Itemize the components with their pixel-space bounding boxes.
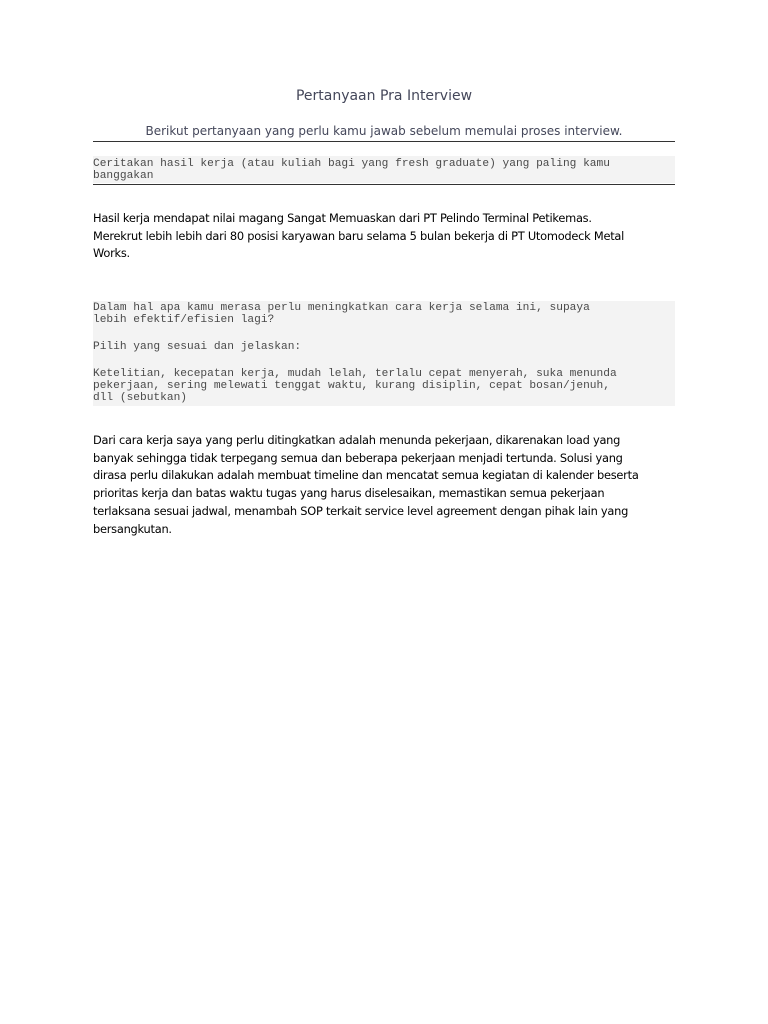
answer-2	[93, 432, 683, 538]
question-2-line-2: lebih efektif/efisien lagi?	[93, 314, 275, 326]
question-box-1	[93, 156, 675, 183]
divider-bottom	[93, 184, 675, 185]
answer-2-line-2: banyak sehingga tidak terpegang semua dan beberapa pekerjaan menjadi tertunda. Solusi yang	[93, 450, 623, 465]
page-title: Pertanyaan Pra Interview	[295, 88, 473, 104]
question-1-line-2: banggakan	[93, 170, 154, 182]
answer-2-line-5: terlaksana sesuai jadwal, menambah SOP terkait service level agreement dengan pihak lain yang	[93, 503, 629, 518]
answer-1-line-2: Merekrut lebih lebih dari 80 posisi karyawan baru selama 5 bulan bekerja di PT Utomodeck Metal	[93, 228, 625, 243]
answer-1-line-1: Hasil kerja mendapat nilai magang Sangat Memuaskan dari PT Pelindo Terminal Petikemas.	[93, 211, 592, 225]
answer-2-line-6: bersangkutan.	[93, 521, 172, 536]
question-2-line-4: Ketelitian, kecepatan kerja, mudah lelah, terlalu cepat menyerah, suka menunda	[93, 368, 617, 380]
answer-2-line-4: prioritas kerja dan batas waktu tugas yang harus diselesaikan, memastikan semua pekerjaan	[93, 486, 605, 501]
question-2-line-1: Dalam hal apa kamu merasa perlu meningkatkan cara kerja selama ini, supaya	[93, 302, 590, 314]
question-2-spacer	[93, 326, 675, 341]
question-2-line-5: pekerjaan, sering melewati tenggat waktu, kurang disiplin, cepat bosan/jenuh,	[93, 380, 610, 392]
question-2-spacer-2	[93, 353, 675, 368]
question-box-2	[93, 301, 675, 406]
answer-1-line-3: Works.	[93, 246, 130, 261]
question-1-line-1: Ceritakan hasil kerja (atau kuliah bagi yang fresh graduate) yang paling kamu	[93, 158, 610, 170]
answer-2-line-1: Dari cara kerja saya yang perlu ditingkatkan adalah menunda pekerjaan, dikarenakan load yang	[93, 433, 621, 447]
question-2-line-6: dll (sebutkan)	[93, 392, 187, 404]
answer-2-line-3: dirasa perlu dilakukan adalah membuat timeline dan mencatat semua kegiatan di kalender beserta	[93, 468, 639, 483]
divider-top	[93, 141, 675, 142]
page-subtitle: Berikut pertanyaan yang perlu kamu jawab sebelum memulai proses interview.	[145, 124, 623, 138]
answer-1	[93, 210, 683, 263]
question-2-line-3: Pilih yang sesuai dan jelaskan:	[93, 341, 302, 353]
